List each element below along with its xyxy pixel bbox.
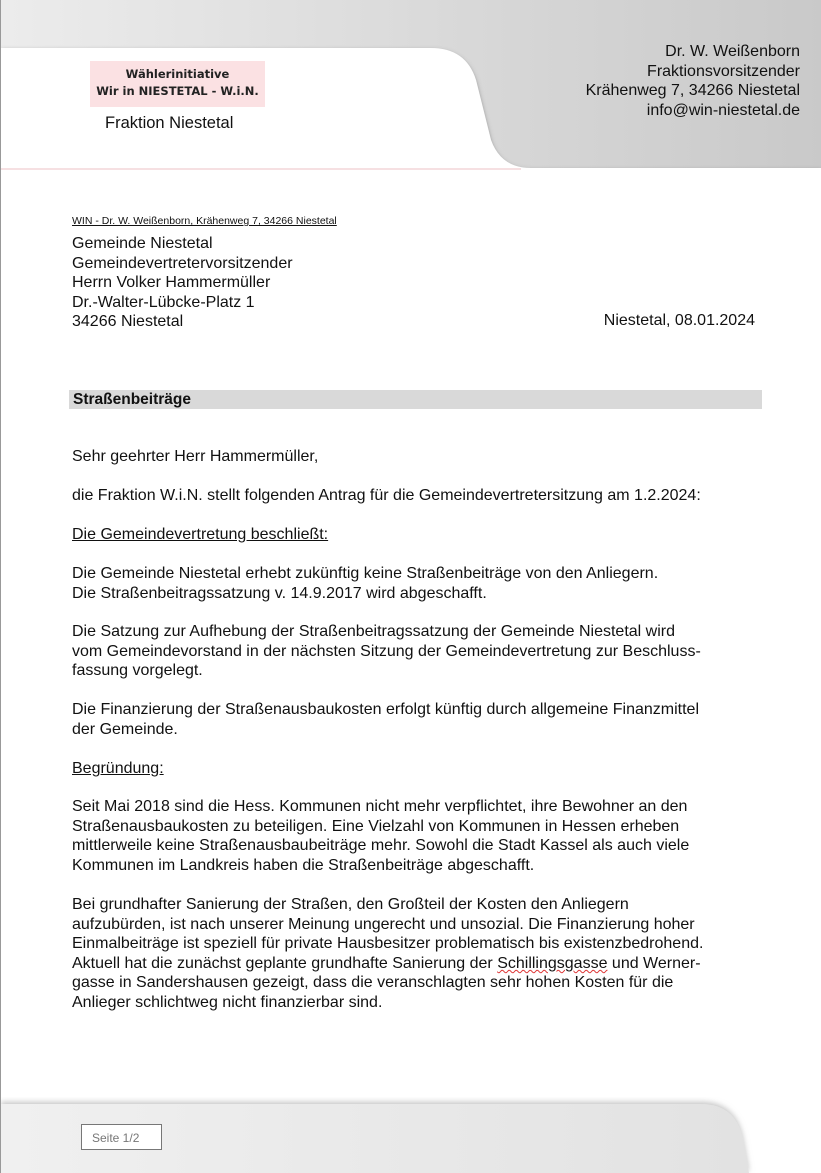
spellcheck-flagged-word: Schillingsgasse xyxy=(497,954,608,972)
text-line xyxy=(72,954,703,974)
text-line: vom Gemeindevorstand in der nächsten Sitzung der Gemeindevertretung zur Beschluss- xyxy=(72,642,701,660)
sender-name: Dr. W. Weißenborn xyxy=(665,43,800,60)
text-line: aufzubürden, ist nach unserer Meinung ungerecht und unsozial. Die Finanzierung hoher xyxy=(72,915,695,933)
paragraph-1 xyxy=(72,564,658,603)
text-line: mittlerweile keine Straßenausbaubeiträge mehr. Sowohl die Stadt Kassel als auch viele xyxy=(72,837,690,855)
text-line: der Gemeinde. xyxy=(72,720,178,738)
logo xyxy=(90,61,265,107)
greeting: Sehr geehrter Herr Hammermüller, xyxy=(72,448,319,465)
text-segment: und Werner- xyxy=(607,954,701,972)
sender-role: Fraktionsvorsitzender xyxy=(647,62,800,80)
letter-date: Niestetal, 08.01.2024 xyxy=(603,312,755,329)
text-line: Die Gemeinde Niestetal erhebt zukünftig keine Straßenbeiträge von den Anliegern. xyxy=(72,565,659,582)
paragraph-5 xyxy=(72,895,703,1013)
logo-line-2: Wir in NIESTETAL - W.i.N. xyxy=(96,84,259,98)
subject-bar: Straßenbeiträge xyxy=(69,390,762,409)
paragraph-3 xyxy=(72,700,699,739)
recipient-line: Herrn Volker Hammermüller xyxy=(72,274,271,291)
sender-address: Krähenweg 7, 34266 Niestetal xyxy=(585,82,800,99)
text-line: Straßenausbaukosten zu beteiligen. Eine Vielzahl von Kommunen in Hessen erheben xyxy=(72,817,680,835)
text-segment: Aktuell hat die zunächst geplante grundhafte Sanierung der xyxy=(72,954,498,972)
text-line: Die Straßenbeitragssatzung v. 14.9.2017 wird abgeschafft. xyxy=(72,584,487,602)
logo-line-1: Wählerinitiative xyxy=(125,67,230,81)
recipient-address xyxy=(72,234,293,332)
text-line: Anlieger schlichtweg nicht finanzierbar sind. xyxy=(72,993,383,1011)
sender-email: info@win-niestetal.de xyxy=(646,101,800,119)
fraktion-label: Fraktion Niestetal xyxy=(105,114,234,132)
paragraph-4 xyxy=(72,797,689,875)
recipient-line: Gemeinde Niestetal xyxy=(72,235,213,252)
paragraph-2 xyxy=(72,622,701,681)
sender-block xyxy=(586,42,800,120)
recipient-line: Gemeindevertretervorsitzender xyxy=(72,254,293,272)
text-line: Einmalbeiträge ist speziell für private Hausbesitzer problematisch bis existenzbedrohend. xyxy=(72,935,704,953)
text-line: Bei grundhafter Sanierung der Straßen, den Großteil der Kosten den Anliegern xyxy=(72,896,629,913)
text-line: Kommunen im Landkreis haben die Straßenbeiträge abgeschafft. xyxy=(72,856,535,874)
text-line: Die Finanzierung der Straßenausbaukosten erfolgt künftig durch allgemeine Finanzmittel xyxy=(72,701,700,718)
text-line: fassung vorgelegt. xyxy=(72,662,203,680)
intro: die Fraktion W.i.N. stellt folgenden Antrag für die Gemeindevertretersitzung am 1.2.2024: xyxy=(72,487,701,504)
return-address: WIN - Dr. W. Weißenborn, Krähenweg 7, 34266 Niestetal xyxy=(72,215,337,227)
reason-heading: Begründung: xyxy=(72,760,164,777)
text-line: Seit Mai 2018 sind die Hess. Kommunen nicht mehr verpflichtet, ihre Bewohner an den xyxy=(72,798,688,815)
page-number: Seite 1/2 xyxy=(81,1124,162,1150)
recipient-line: 34266 Niestetal xyxy=(72,313,184,330)
text-line: gasse in Sandershausen gezeigt, dass die veranschlagten sehr hohen Kosten für die xyxy=(72,974,674,992)
resolution-heading: Die Gemeindevertretung beschließt: xyxy=(72,526,329,543)
recipient-line: Dr.-Walter-Lübcke-Platz 1 xyxy=(72,293,255,311)
text-line: Die Satzung zur Aufhebung der Straßenbeitragssatzung der Gemeinde Niestetal wird xyxy=(72,623,676,640)
